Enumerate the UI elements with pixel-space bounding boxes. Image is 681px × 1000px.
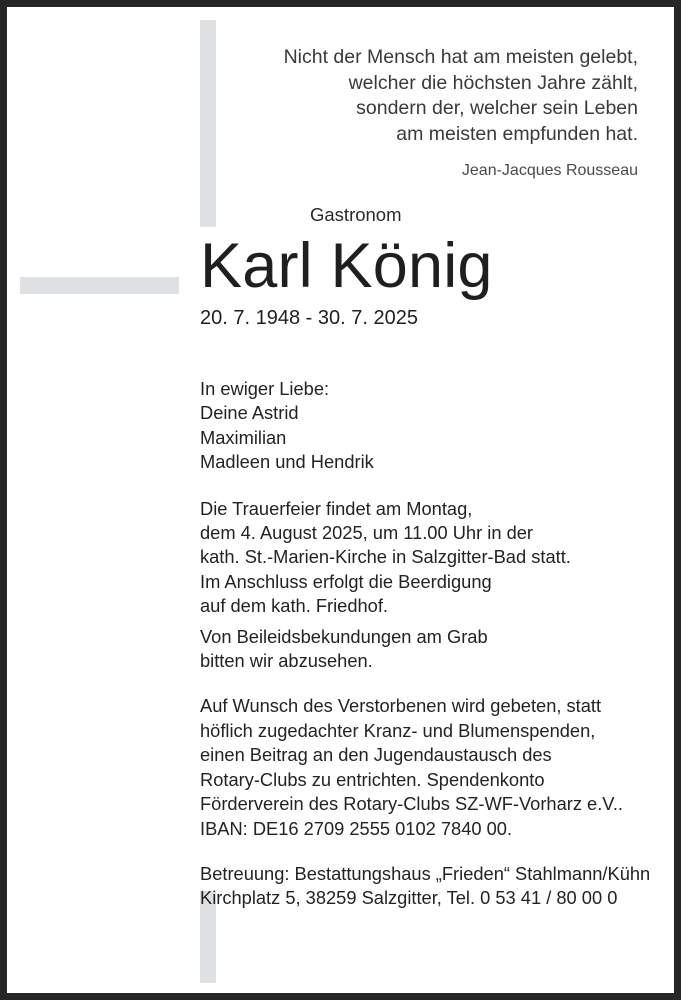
family-intro: In ewiger Liebe:: [200, 378, 330, 399]
ceremony-line: Die Trauerfeier findet am Montag,: [200, 497, 473, 519]
donation-line: Auf Wunsch des Verstorbenen wird gebeten, statt: [200, 695, 602, 717]
donation-line: Rotary-Clubs zu entrichten. Spendenkonto: [200, 768, 545, 790]
donation-line: Förderverein des Rotary-Clubs SZ-WF-Vorharz e.V..: [200, 793, 623, 815]
condolence-line: bitten wir abzusehen.: [200, 650, 373, 672]
funeral-home-paragraph: [200, 862, 650, 911]
donation-iban: IBAN: DE16 2709 2555 0102 7840 00.: [200, 817, 513, 839]
donation-line: einen Beitrag an den Jugendaustausch des: [200, 744, 552, 766]
family-member: Madleen und Hendrik: [200, 451, 374, 473]
ceremony-line: Im Anschluss erfolgt die Beerdigung: [200, 570, 492, 592]
decorative-rule-vertical-top: [200, 20, 216, 227]
family-member: Deine Astrid: [200, 402, 299, 424]
life-dates: 20. 7. 1948 - 30. 7. 2025: [200, 307, 418, 329]
ceremony-line: kath. St.-Marien-Kirche in Salzgitter-Bad statt.: [200, 546, 571, 568]
condolence-line: Von Beileidsbekundungen am Grab: [200, 625, 488, 647]
deceased-name: Karl König: [200, 231, 493, 301]
family-member: Maximilian: [200, 426, 287, 448]
ceremony-line: dem 4. August 2025, um 11.00 Uhr in der: [200, 522, 533, 544]
family-paragraph: [200, 377, 650, 475]
profession-label: Gastronom: [310, 204, 402, 225]
quote-attribution: Jean-Jacques Rousseau: [461, 162, 638, 180]
condolence-paragraph: [200, 625, 650, 674]
notice-canvas: [7, 7, 674, 993]
funeral-home-name: Betreuung: Bestattungshaus „Frieden“ Stahlmann/Kühn: [200, 862, 651, 884]
quote-line: sondern der, welcher sein Leben: [356, 97, 638, 120]
decorative-rule-horizontal: [20, 277, 179, 294]
funeral-home-address: Kirchplatz 5, 38259 Salzgitter, Tel. 0 53 41 / 80 00 0: [200, 887, 618, 909]
quote-line: welcher die höchsten Jahre zählt,: [348, 71, 638, 94]
quote-line: Nicht der Mensch hat am meisten gelebt,: [283, 46, 638, 68]
ceremony-paragraph: [200, 497, 650, 619]
ceremony-line: auf dem kath. Friedhof.: [200, 595, 388, 617]
quotation-block: [237, 45, 638, 181]
notice-body: [200, 377, 650, 911]
donation-paragraph: [200, 694, 650, 840]
identity-block: [200, 203, 640, 331]
quote-line: am meisten empfunden hat.: [396, 122, 638, 145]
donation-line: höflich zugedachter Kranz- und Blumenspenden,: [200, 719, 596, 741]
